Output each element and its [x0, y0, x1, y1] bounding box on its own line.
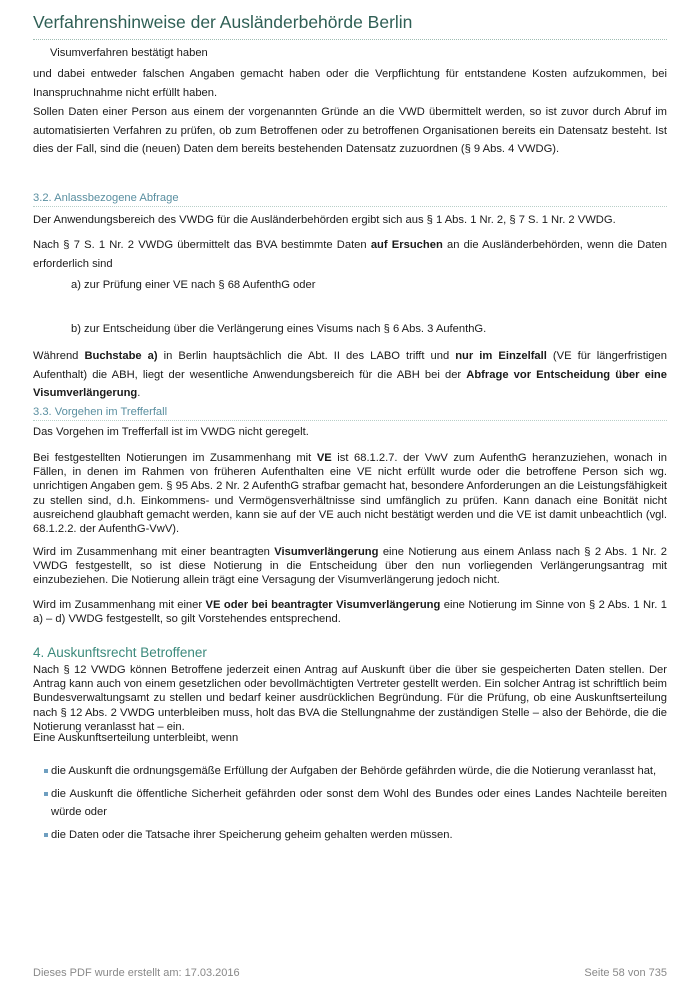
paragraph: Nach § 12 VWDG können Betroffene jederzeit einen Antrag auf Auskunft über die über sie gespeicherten Daten stellen. Der Antrag kann auch von einem gesetzlichen oder bevollmächtigten Vertreter gestellt werden. Ein solcher Antrag ist schriftlich beim Bundesverwaltungsamt zu stellen und bedarf keiner ausdrücklichen Begründung. Für die Prüfung, ob eine Auskunftserteilung nach § 12 Abs. 2 VWDG unterbleiben muss, holt das BVA die Stellungnahme der zuständigen Stelle – also der Behörde, die die Notierung veranlasst hat – ein. [33, 664, 667, 733]
paragraph: Bei festgestellten Notierungen im Zusammenhang mit VE ist 68.1.2.7. der VwV zum AufenthG heranzuziehen, wonach in Fällen, in denen im Rahmen von früheren Aufenthalten eine VE nicht erfüllt wurde oder die betroffene Person sich wg. unrichtigen Angaben gem. § 95 Abs. 2 Nr. 2 AufenthG strafbar gemacht hat, besondere Anforderungen an die Leistungsfähigkeit zu stellen sind, d.h. Einkommens- und Vermögensverhältnisse sind umfänglich zu prüfen. Kann danach eine Bonität nicht ausreichend glaubhaft gemacht werden, kann sie auf der VE auch nicht bestätigt werden und die VE ist damit unbeachtlich (vgl. 68.1.2.2. der AufenthG-VwV). [33, 452, 668, 536]
paragraph: Das Vorgehen im Trefferfall ist im VWDG nicht geregelt. [33, 426, 309, 438]
document-title: Verfahrenshinweise der Ausländerbehörde Berlin [33, 12, 667, 40]
footer-created-date: Dieses PDF wurde erstellt am: 17.03.2016 [33, 967, 240, 979]
bullet-list [44, 762, 667, 848]
footer-page-number: Seite 58 von 735 [584, 967, 667, 979]
paragraph: und dabei entweder falschen Angaben gemacht haben oder die Verpflichtung für entstandene Kosten aufzukommen, bei Inanspruchnahme nicht erfüllt haben. [33, 68, 667, 99]
section-heading-3-2: 3.2. Anlassbezogene Abfrage [33, 192, 667, 207]
paragraph: Der Anwendungsbereich des VWDG für die Ausländerbehörden ergibt sich aus § 1 Abs. 1 Nr. 2, § 7 S. 1 Nr. 2 VWDG. [33, 214, 616, 226]
paragraph: Wird im Zusammenhang mit einer VE oder bei beantragter Visumverlängerung eine Notierung im Sinne von § 2 Abs. 1 Nr. 1 a) – d) VWDG festgestellt, so gilt Vorstehendes entsprechend. [33, 599, 667, 626]
list-item-b: b) zur Entscheidung über die Verlängerung eines Visums nach § 6 Abs. 3 AufenthG. [71, 323, 487, 335]
paragraph-continuation: Visumverfahren bestätigt haben [50, 47, 208, 59]
list-item: die Daten oder die Tatsache ihrer Speicherung geheim gehalten werden müssen. [44, 826, 667, 845]
paragraph: Sollen Daten einer Person aus einem der vorgenannten Gründe an die VWD übermittelt werden, so ist zuvor durch Abruf im automatisierten Verfahren zu prüfen, ob zum Betroffenen oder zu betroffenen Organisationen bereits ein Datensatz besteht. Ist dies der Fall, sind die (neuen) Daten dem bereits bestehenden Datensatz zuzuordnen (§ 9 Abs. 4 VWDG). [33, 106, 667, 155]
paragraph: Eine Auskunftserteilung unterbleibt, wenn [33, 732, 239, 744]
paragraph: Während Buchstabe a) in Berlin hauptsächlich die Abt. II des LABO trifft und nur im Einzelfall (VE für längerfristigen Aufenthalt) die ABH, liegt der wesentliche Anwendungsbereich für die ABH bei der Abfrage vor Entscheidung über eine Visumverlängerung. [33, 350, 667, 399]
list-item: die Auskunft die ordnungsgemäße Erfüllung der Aufgaben der Behörde gefährden würde, die die Notierung veranlasst hat, [44, 762, 667, 781]
section-heading-3-3: 3.3. Vorgehen im Trefferfall [33, 406, 667, 421]
section-heading-4: 4. Auskunftsrecht Betroffener [33, 645, 207, 660]
paragraph: Nach § 7 S. 1 Nr. 2 VWDG übermittelt das BVA bestimmte Daten auf Ersuchen an die Ausländerbehörden, wenn die Daten erforderlich sind [33, 239, 667, 270]
list-item: die Auskunft die öffentliche Sicherheit gefährden oder sonst dem Wohl des Bundes oder eines Landes Nachteile bereiten würde oder [44, 785, 667, 822]
list-item-a: a) zur Prüfung einer VE nach § 68 AufenthG oder [71, 279, 316, 291]
paragraph: Wird im Zusammenhang mit einer beantragten Visumverlängerung eine Notierung aus einem Anlass nach § 2 Abs. 1 Nr. 2 VWDG festgestellt, so ist diese Notierung in die Entscheidung über den nun vorliegenden Verlängerungsantrag mit einzubeziehen. Die Notierung allein trägt eine Versagung der Visumverlängerung jedoch nicht. [33, 546, 667, 587]
